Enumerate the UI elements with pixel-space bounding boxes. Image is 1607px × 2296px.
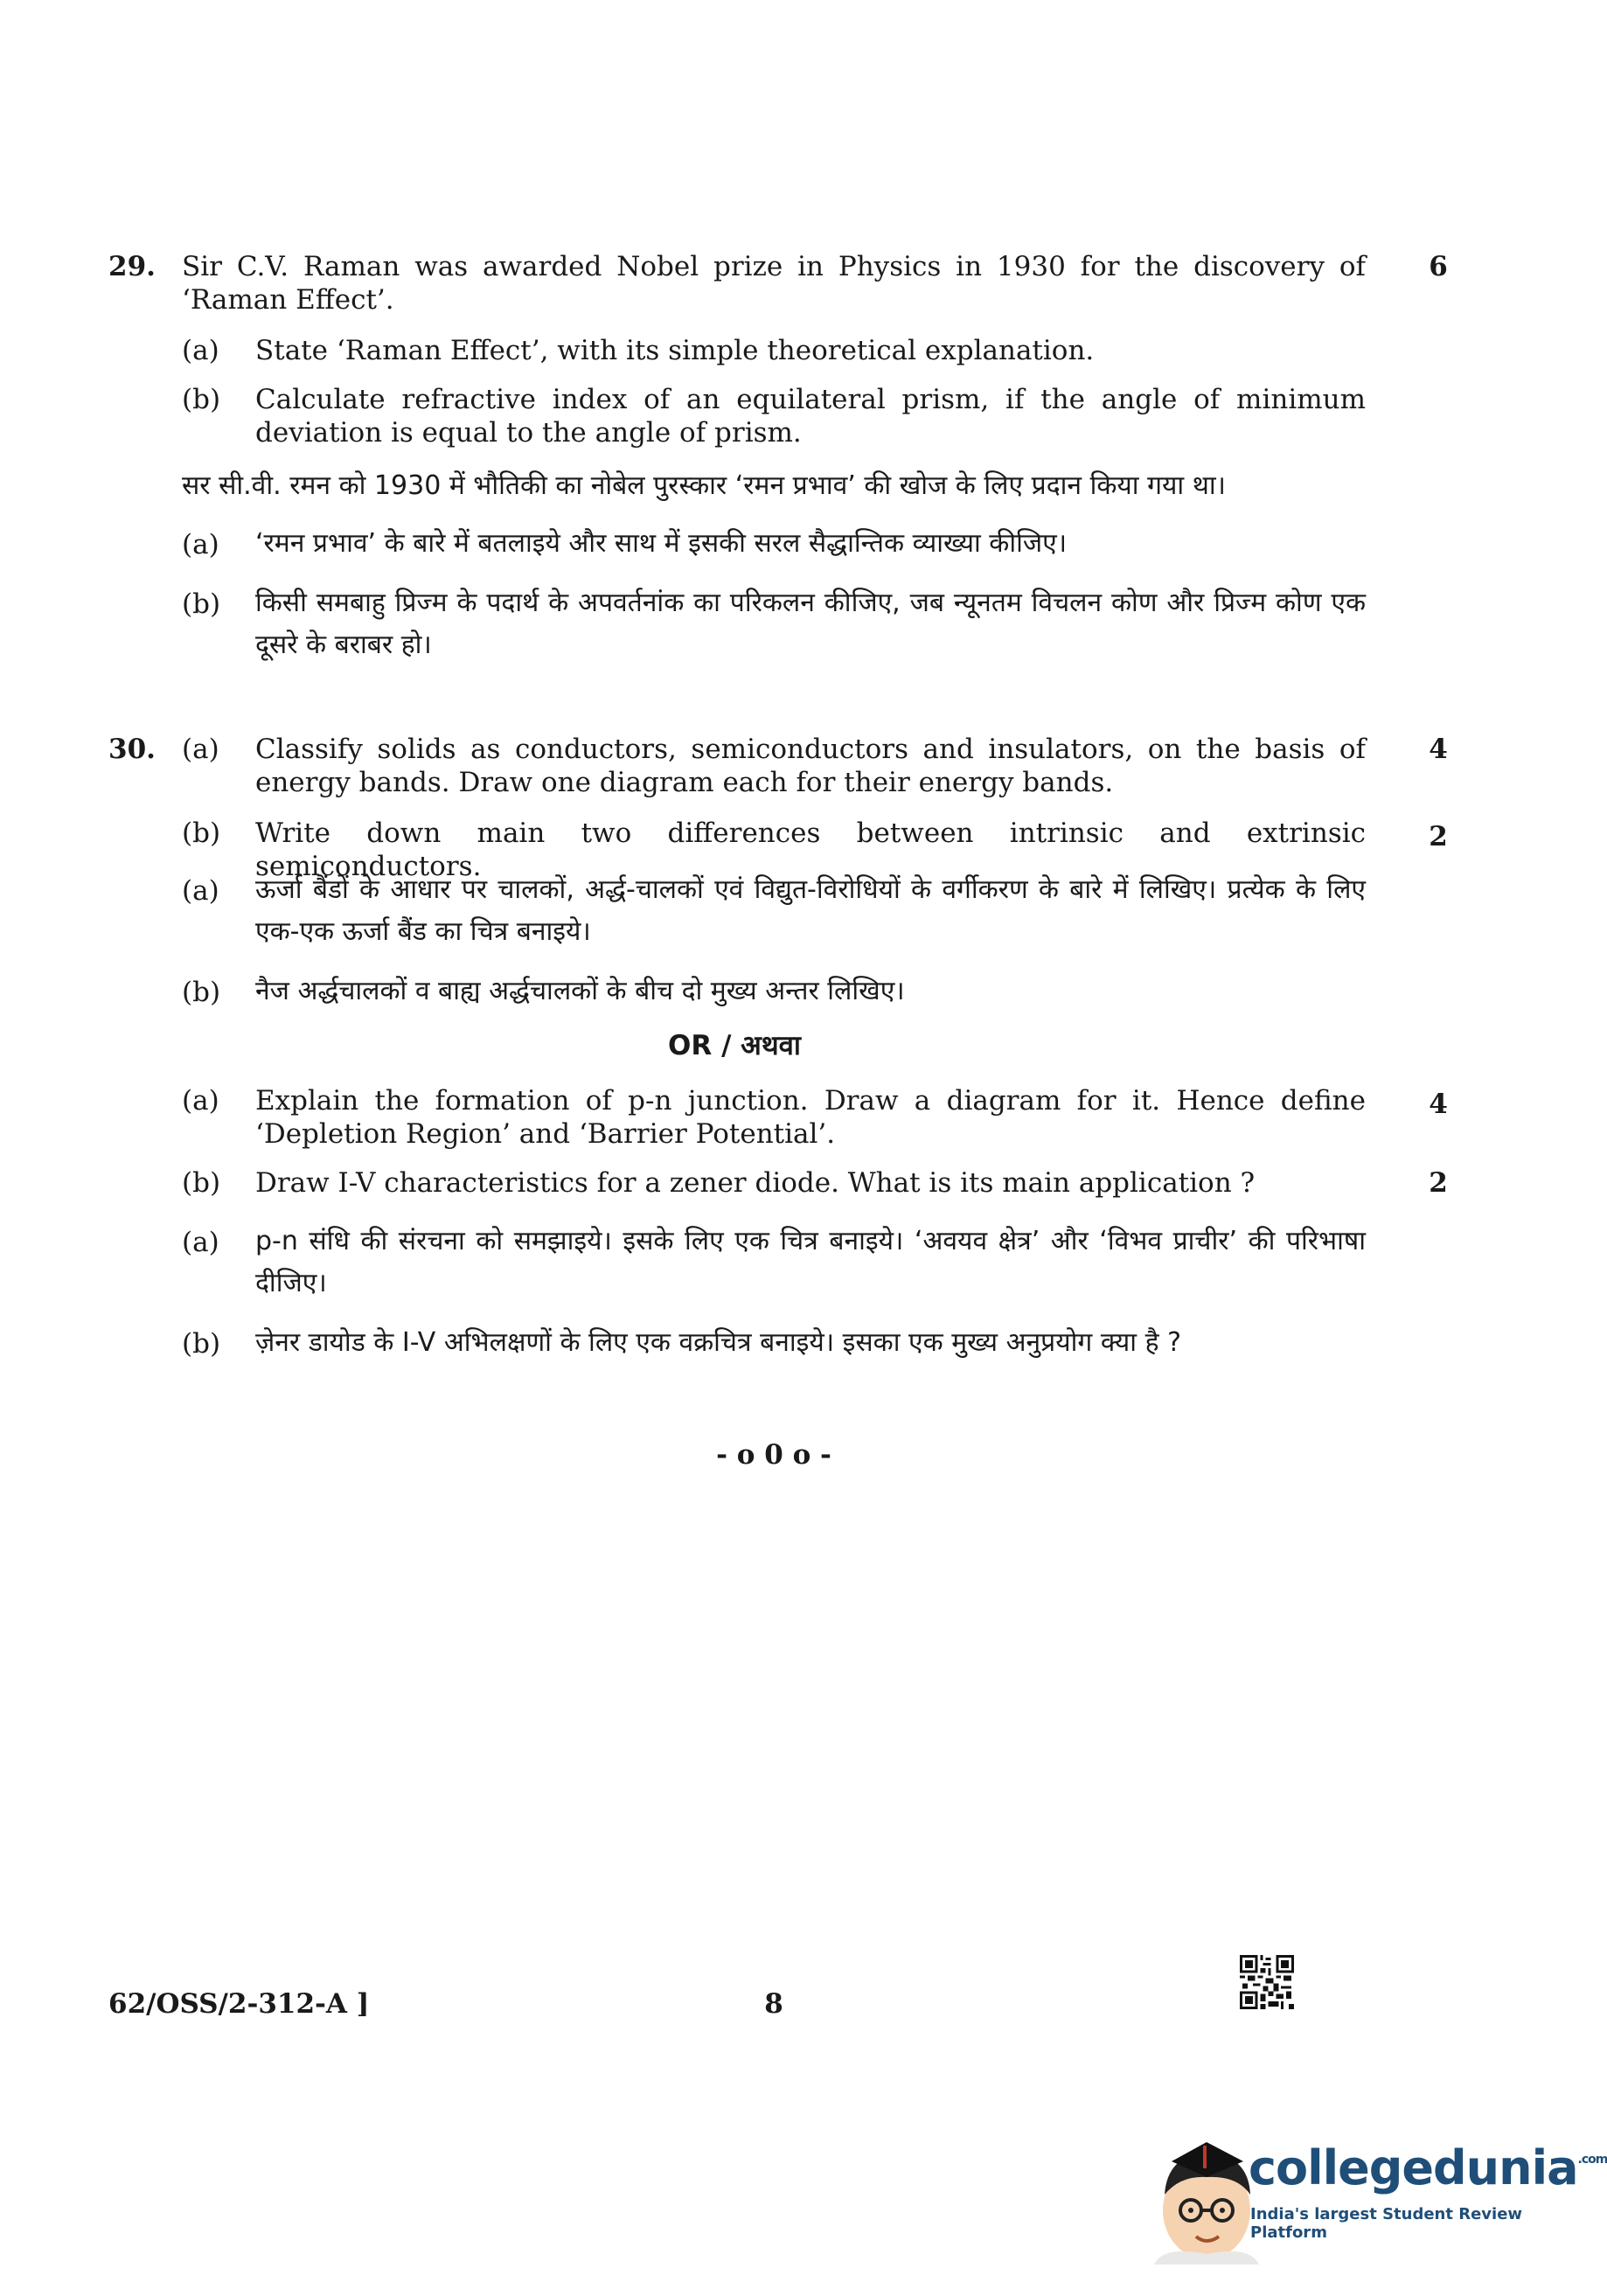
question-stem-hi: सर सी.वी. रमन को 1930 में भौतिकी का नोबेल पुरस्कार ‘रमन प्रभाव’ की खोज के लिए प्रदान किया गया था। <box>182 470 1226 501</box>
end-of-paper-mark: - o 0 o - <box>716 1439 831 1471</box>
paper-code: 62/OSS/2-312-A ] <box>108 1988 370 2020</box>
part-text: State ‘Raman Effect’, with its simple theoretical explanation. <box>255 335 1095 366</box>
part-text-hi: p-n संधि की संरचना को समझाइये। इसके लिए एक चित्र बनाइये। ‘अवयव क्षेत्र’ और ‘विभव प्राचीर’ की परिभाषा दीजिए। <box>255 1226 1366 1298</box>
part-text: Draw I-V characteristics for a zener diode. What is its main application ? <box>255 1167 1256 1199</box>
or-separator: OR / अथवा <box>668 1030 801 1061</box>
part-text: Calculate refractive index of an equilateral prism, if the angle of minimum deviation is equal to the angle of prism. <box>255 384 1366 449</box>
brand-suffix: .com <box>1577 2153 1607 2167</box>
part-label: (a) <box>182 335 219 366</box>
part-text: Explain the formation of p-n junction. Draw a diagram for it. Hence define ‘Depletion Region’ and ‘Barrier Potential’. <box>255 1085 1366 1150</box>
part-label: (b) <box>182 1328 221 1360</box>
collegedunia-brand <box>1249 2140 1607 2195</box>
brand-tagline: India's largest Student Review Platform <box>1250 2205 1523 2242</box>
question-number: 30. <box>108 734 156 765</box>
marks: 4 <box>1429 1089 1448 1120</box>
page-number: 8 <box>764 1988 783 2020</box>
part-text-hi: ‘रमन प्रभाव’ के बारे में बतलाइये और साथ में इसकी सरल सैद्धान्तिक व्याख्या कीजिए। <box>255 528 1068 559</box>
brand-name: collegedunia <box>1249 2140 1578 2195</box>
part-text: Write down main two differences between intrinsic and extrinsic semiconductors. <box>255 818 1366 882</box>
part-text: Classify solids as conductors, semiconductors and insulators, on the basis of energy bands. Draw one diagram each for their energy bands. <box>255 734 1366 798</box>
part-label: (b) <box>182 1167 221 1199</box>
marks: 2 <box>1429 1167 1448 1199</box>
question-number: 29. <box>108 251 156 282</box>
part-label: (a) <box>182 1085 219 1117</box>
marks: 4 <box>1429 734 1448 765</box>
part-text-hi: ऊर्जा बैंडों के आधार पर चालकों, अर्द्ध-चालकों एवं विद्युत-विरोधियों के वर्गीकरण के बारे में लिखिए। प्रत्येक के लिए एक-एक ऊर्जा बैंड का चित्र बनाइये। <box>255 874 1366 947</box>
part-label: (b) <box>182 977 221 1008</box>
part-label: (a) <box>182 734 219 765</box>
part-text-hi: नैज अर्द्धचालकों व बाह्य अर्द्धचालकों के बीच दो मुख्य अन्तर लिखिए। <box>255 976 905 1006</box>
marks: 6 <box>1429 251 1448 282</box>
part-label: (a) <box>182 529 219 560</box>
part-label: (b) <box>182 384 221 415</box>
question-stem-en: Sir C.V. Raman was awarded Nobel prize in Physics in 1930 for the discovery of ‘Raman Effect’. <box>182 251 1366 316</box>
part-text-hi: ज़ेनर डायोड के I-V अभिलक्षणों के लिए एक वक्रचित्र बनाइये। इसका एक मुख्य अनुप्रयोग क्या है ? <box>255 1327 1181 1358</box>
part-label: (b) <box>182 588 221 620</box>
part-label: (a) <box>182 1227 219 1258</box>
part-label: (a) <box>182 875 219 907</box>
part-text-hi: किसी समबाहु प्रिज्म के पदार्थ के अपवर्तनांक का परिकलन कीजिए, जब न्यूनतम विचलन कोण और प्रिज्म कोण एक दूसरे के बराबर हो। <box>255 588 1366 660</box>
part-label: (b) <box>182 818 221 849</box>
marks: 2 <box>1429 821 1448 852</box>
qr-code-icon <box>1240 1955 1294 2009</box>
